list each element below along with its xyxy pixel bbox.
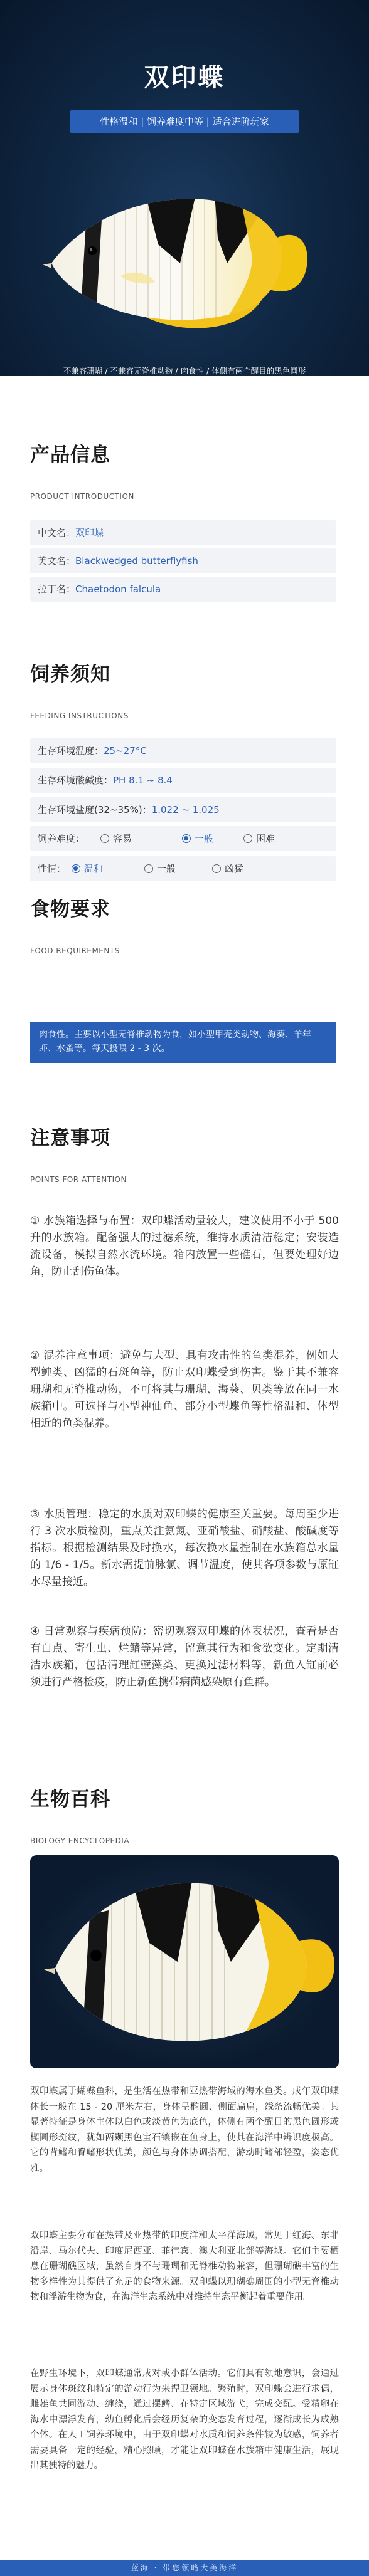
notes-section-title: 注意事项 <box>30 1127 110 1149</box>
row-label: 生存环境盐度(32~35%)： <box>38 804 152 815</box>
food-section-title: 食物要求 <box>30 898 110 921</box>
food-section-subtitle: FOOD REQUIREMENTS <box>30 946 120 955</box>
bio-paragraph-description: 双印蝶属于蝴蝶鱼科，是生活在热带和亚热带海域的海水鱼类。成年双印蝶体长一般在 15 - 20 厘米左右，身体呈椭圆、侧面扁扁，线条流畅优美。其显著特征是身体主体以白色或淡黄色为底色，体侧有两个醒目的黑色圆形或楔圆形斑纹，犹如两颗黑色宝石镶嵌在鱼身上，使其在海洋中辨识度极高。它的背鳍和臀鳍形状优美，颜色与身体协调搭配，游动时鳍部轻盈，姿态优雅。 <box>30 2086 339 2174</box>
row-label: 饲养难度： <box>38 833 85 844</box>
row-value: Blackwedged butterflyfish <box>75 555 198 567</box>
difficulty-option-hard[interactable] <box>243 826 275 851</box>
difficulty-option-normal[interactable] <box>182 826 213 851</box>
care-row-difficulty <box>30 826 336 851</box>
row-value: PH 8.1 ~ 8.4 <box>113 775 173 786</box>
care-section-subtitle: FEEDING INSTRUCTIONS <box>30 711 129 720</box>
care-row-salinity <box>30 797 336 822</box>
row-label: 拉丁名： <box>38 584 76 595</box>
temperament-option-fierce[interactable] <box>212 856 243 881</box>
hero-banner <box>0 0 369 376</box>
care-section-title: 饲养须知 <box>30 663 110 686</box>
hero-subtitle-badge: 性格温和 | 饲养难度中等 | 适合进阶玩家 <box>70 110 299 133</box>
product-section-title: 产品信息 <box>30 444 110 466</box>
option-label: 一般 <box>157 863 176 874</box>
row-value: 双印蝶 <box>75 527 104 538</box>
option-label: 困难 <box>256 833 275 844</box>
care-row-temperature <box>30 738 336 763</box>
product-section-subtitle: PRODUCT INTRODUCTION <box>30 492 134 501</box>
row-value: Chaetodon falcula <box>75 584 161 595</box>
note-paragraph-water: ③ 水质管理：稳定的水质对双印蝶的健康至关重要。每周至少进行 3 次水质检测，重点关注氨氮、亚硝酸盐、硝酸盐、酸碱度等指标。根据检测结果及时换水，每次换水量控制在水族箱总水量的 1/6 - 1/5。新水需提前脉氯、调节温度，使其各项参数与原缸水尽量接近。 <box>30 1508 339 1588</box>
bio-section-title: 生物百科 <box>30 1788 110 1811</box>
info-row-chinese-name <box>30 520 336 545</box>
info-row-latin-name <box>30 577 336 602</box>
bio-fish-photo <box>30 1855 339 2068</box>
row-label: 生存环境温度： <box>38 745 104 757</box>
radio-icon <box>100 834 109 843</box>
hero-title: 双印蝶 <box>144 63 225 92</box>
bio-paragraph-habitat: 双印蝶主要分布在热带及亚热带的印度洋和太平洋海域，常见于红海、东非沿岸、马尔代夫、印度尼西亚、菲律宾、澳大利亚北部等海域。它们主要栖息在珊瑚礁区域，虽然自身不与珊瑚和无脊椎动物兼容，但珊瑚礁丰富的生物多样性为其提供了充足的食物来源。双印蝶以珊瑚礁周围的小型无脊椎动物和浮游生物为食，在海洋生态系统中对维持生态平衡起着重要作用。 <box>30 2231 339 2302</box>
radio-checked-icon <box>72 864 80 873</box>
radio-icon <box>212 864 221 873</box>
info-row-english-name <box>30 548 336 573</box>
note-paragraph-observation: ④ 日常观察与疾病预防：密切观察双印蝶的体表状况，查看是否有白点、寄生虫、烂鳍等异常，留意其行为和食欲变化。定期清洁水族箱，包括清理缸壁藻类、更换过滤材料等，新鱼入缸前必须进行严格检疫，防止新鱼携带病菌感染原有鱼群。 <box>30 1625 339 1689</box>
row-label: 中文名： <box>38 527 76 538</box>
bio-section-subtitle: BIOLOGY ENCYCLOPEDIA <box>30 1836 130 1845</box>
bio-paragraph-behavior: 在野生环境下，双印蝶通常成对或小群体活动。它们具有领地意识，会通过展示身体斑纹和特定的游动行为来捍卫领地。繁殖时，双印蝶会进行求偶，雌雄鱼共同游动、缠绕，通过摆鳍、在特定区域游弋，完成交配。受精卵在海水中漂浮发育，幼鱼孵化后会经历复杂的变态发育过程，逐渐成长为成熟个体。在人工饲养环境中，由于双印蝶对水质和饲养条件较为敏感，饲养者需要具备一定的经验，精心照顾，才能让双印蝶在水族箱中健康生活，展现出其独特的魅力。 <box>30 2369 339 2471</box>
row-value: 25~27°C <box>104 745 147 757</box>
option-label: 温和 <box>84 863 104 874</box>
note-paragraph-tank: ① 水族箱选择与布置：双印蝶活动量较大，建议使用不小于 500 升的水族箱。配备强大的过滤系统，维持水质清洁稳定；安装造流设备，模拟自然水流环境。箱内放置一些礁石，但要处理好边角，防止刮伤鱼体。 <box>30 1215 339 1278</box>
note-paragraph-mixing: ② 混养注意事项：避免与大型、具有攻击性的鱼类混养，例如大型鲀类、凶猛的石斑鱼等，防止双印蝶受到伤害。鉴于其不兼容珊瑚和无脊椎动物，不可将其与珊瑚、海葵、贝类等放在同一水族箱中。可选择与小型神仙鱼、部分小型蝶鱼等性格温和、体型相近的鱼类混养。 <box>30 1349 339 1430</box>
row-label: 性情： <box>38 863 67 874</box>
option-label: 一般 <box>195 833 214 844</box>
radio-icon <box>144 864 153 873</box>
butterflyfish-illustration <box>39 169 309 338</box>
temperament-option-normal[interactable] <box>144 856 176 881</box>
notes-section-subtitle: POINTS FOR ATTENTION <box>30 1175 127 1184</box>
row-value: 1.022 ~ 1.025 <box>151 804 220 815</box>
care-row-temperament <box>30 856 336 881</box>
row-label: 英文名： <box>38 555 76 567</box>
difficulty-option-easy[interactable] <box>100 826 132 851</box>
row-label: 生存环境酸碱度： <box>38 775 114 786</box>
temperament-option-mild[interactable] <box>72 856 103 881</box>
care-row-ph <box>30 768 336 793</box>
hero-caption: 不兼容珊瑚 / 不兼容无脊椎动物 / 肉食性 / 体侧有两个醒目的黑色圆形 <box>63 366 306 375</box>
option-label: 容易 <box>113 833 132 844</box>
food-requirement-box: 肉食性。主要以小型无脊椎动物为食，如小型甲壳类动物、海葵、羊年虾、水蚤等。每天投喂 2 - 3 次。 <box>30 1022 336 1063</box>
radio-checked-icon <box>182 834 191 843</box>
footer-banner: 蓝海 · 带您领略大美海洋 <box>0 2560 369 2576</box>
radio-icon <box>243 834 252 843</box>
option-label: 凶猛 <box>225 863 244 874</box>
